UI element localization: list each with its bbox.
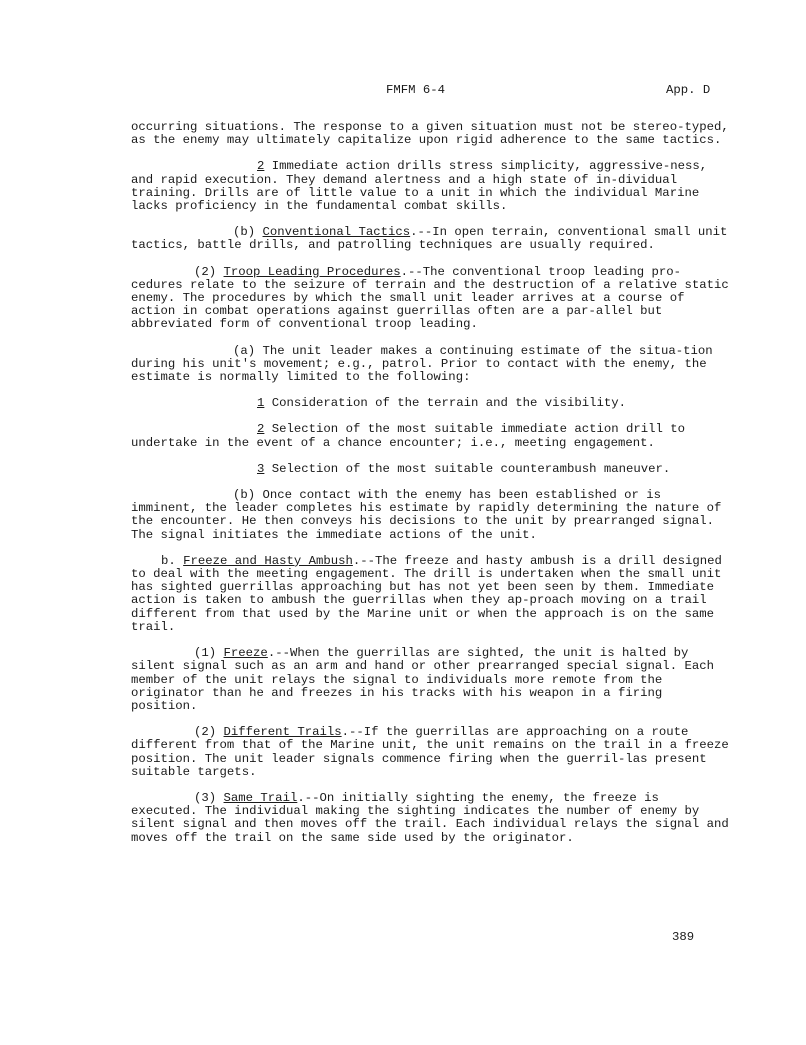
paragraph-number: (2) [194,725,224,740]
paragraph [131,792,731,845]
paragraph [131,423,731,449]
paragraph-number: b. [161,553,184,568]
paragraph-heading: Same Trail [223,790,298,805]
paragraph-number: 2 [257,159,265,174]
paragraph-heading: Freeze and Hasty Ambush [183,553,353,568]
paragraph-text: Selection of the most suitable counterambush maneuver. [264,461,671,476]
paragraph [131,555,731,634]
page-number: 389 [672,930,695,944]
paragraph-text: occurring situations. The response to a given situation must not be stereo-typed, as the enemy may ultimately capitalize upon rigid adherence to the same tactics. [131,120,729,148]
paragraph-number: (a) [233,343,263,358]
paragraph [131,463,731,476]
paragraph [131,397,731,410]
paragraph-number: (1) [194,646,224,661]
paragraph [131,266,731,332]
header-manual-id: FMFM 6-4 [386,83,446,97]
header-appendix: App. D [666,83,711,97]
paragraph-text: Once contact with the enemy has been established or is imminent, the leader completes his estimate by rapidly determining the nature of the encounter. He then conveys his decisions to the unit by prearranged signal. The signal initiates the immediate actions of the unit. [131,488,722,542]
document-body [131,121,731,858]
paragraph-heading: Freeze [223,646,268,661]
paragraph-number: (b) [233,488,263,503]
paragraph-text: Selection of the most suitable immediate action drill to undertake in the event of a chance encounter; i.e., meeting engagement. [131,422,686,450]
paragraph [131,489,731,542]
paragraph-number: (3) [194,790,224,805]
paragraph [131,345,731,385]
paragraph-number: (2) [194,264,224,279]
paragraph-text: .--The conventional troop leading pro-cedures relate to the seizure of terrain and the destruction of a relative static enemy. The procedures by which the small unit leader arrives at a course of action in combat operations against guerrillas often are a par-allel but abbreviated form of conventional troop leading. [131,264,729,332]
paragraph-heading: Conventional Tactics [262,225,411,240]
paragraph-text: Consideration of the terrain and the visibility. [264,396,626,411]
paragraph [131,226,731,252]
paragraph-text: .--When the guerrillas are sighted, the unit is halted by silent signal such as an arm and hand or other prearranged special signal. Each member of the unit relays the signal to individuals more remote from the originator than he and freezes in his tracks with his weapon in a firing position. [131,646,714,713]
paragraph-text: .--On initially sighting the enemy, the freeze is executed. The individual making the sighting indicates the number of enemy by silent signal and then moves off the trail. Each individual relays the signal and moves off the trail on the same side used by the originator. [131,790,729,845]
paragraph [131,160,731,213]
paragraph-number: 2 [257,422,265,437]
paragraph-text: The unit leader makes a continuing estimate of the situa-tion during his unit's movement; e.g., patrol. Prior to contact with the enemy, the estimate is normally limited to the following: [131,343,713,385]
paragraph-number: (b) [233,225,263,240]
paragraph [131,647,731,713]
paragraph-text: .--In open terrain, conventional small unit tactics, battle drills, and patrolling techniques are usually required. [131,225,728,253]
paragraph [131,726,731,779]
paragraph-text: .--The freeze and hasty ambush is a drill designed to deal with the meeting engagement. The drill is undertaken when the small unit has sighted guerrillas approaching but has not yet been seen by them. Immediate action is taken to ambush the guerrillas when they ap-proach moving on a trail different from that used by the Marine unit or when the approach is on the same trail. [131,553,722,634]
paragraph-number: 1 [257,396,265,411]
paragraph-number: 3 [257,461,265,476]
paragraph-heading: Troop Leading Procedures [223,264,401,279]
paragraph-text: .--If the guerrillas are approaching on a route different from that of the Marine unit, the unit remains on the trail in a freeze position. The unit leader signals commence firing when the guerril-las present suitable targets. [131,725,729,779]
paragraph [131,121,731,147]
paragraph-text: Immediate action drills stress simplicity, aggressive-ness, and rapid execution. They demand alertness and a high state of in-dividual training. Drills are of little value to a unit in which the individual Marine lacks proficiency in the fundamental combat skills. [131,159,708,214]
paragraph-heading: Different Trails [223,725,342,740]
